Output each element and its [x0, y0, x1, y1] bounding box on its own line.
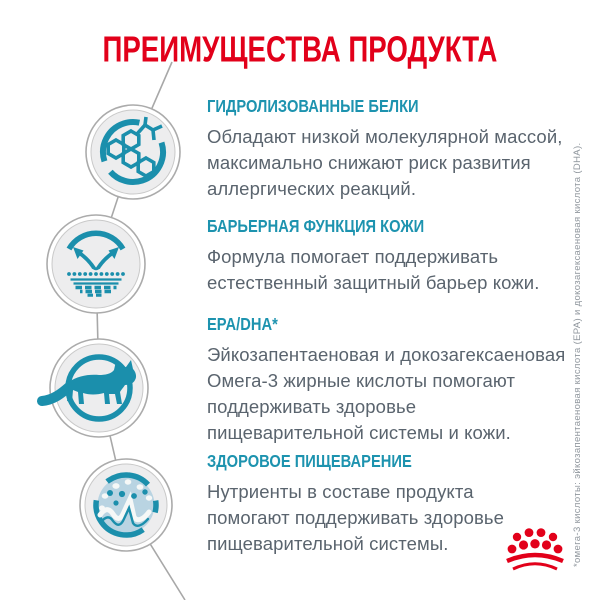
page-title-text: ПРЕИМУЩЕСТВА ПРОДУКТА: [102, 29, 498, 70]
benefit-text-line: максимально снижают риск развития: [207, 152, 531, 173]
cat-icon: [42, 339, 148, 437]
molecule-icon: [86, 105, 180, 199]
benefit-text-line: помогают поддерживать здоровье: [207, 507, 505, 528]
benefit-section-epa-dha: [207, 314, 577, 446]
benefit-section-hydrolyzed-proteins: [207, 96, 577, 202]
benefit-text-line: поддерживать здоровье: [207, 396, 417, 417]
benefit-text-line: Формула помогает поддерживать: [207, 246, 499, 267]
benefit-heading: ГИДРОЛИЗОВАННЫЕ БЕЛКИ: [207, 95, 419, 117]
skin-barrier-icon: [47, 215, 145, 313]
benefit-heading: БАРЬЕРНАЯ ФУНКЦИЯ КОЖИ: [207, 215, 425, 237]
royal-canin-crown-icon: [498, 527, 572, 571]
benefit-heading: EPA/DHA*: [207, 313, 278, 335]
benefit-text-line: Обладают низкой молекулярной массой,: [207, 126, 563, 147]
benefit-text-line: пищеварительной системы.: [207, 533, 449, 554]
benefit-text-line: аллергических реакций.: [207, 178, 417, 199]
benefit-text-line: Омега-3 жирные кислоты помогают: [207, 370, 516, 391]
benefit-section-skin-barrier: [207, 216, 577, 296]
benefit-text-line: Нутриенты в составе продукта: [207, 481, 474, 502]
benefit-icon-rail: [0, 0, 200, 600]
digestion-icon: [80, 459, 172, 551]
omega3-footnote: *омега-3 кислоты: эйкозапентаеновая кислота (EPA) и докозагексаеновая кислота (DHA).: [572, 142, 583, 567]
benefit-text-line: естественный защитный барьер кожи.: [207, 272, 540, 293]
benefit-text-line: Эйкозапентаеновая и докозагексаеновая: [207, 344, 566, 365]
benefit-text-line: пищеварительной системы и кожи.: [207, 422, 511, 443]
benefit-heading: ЗДОРОВОЕ ПИЩЕВАРЕНИЕ: [207, 450, 412, 472]
